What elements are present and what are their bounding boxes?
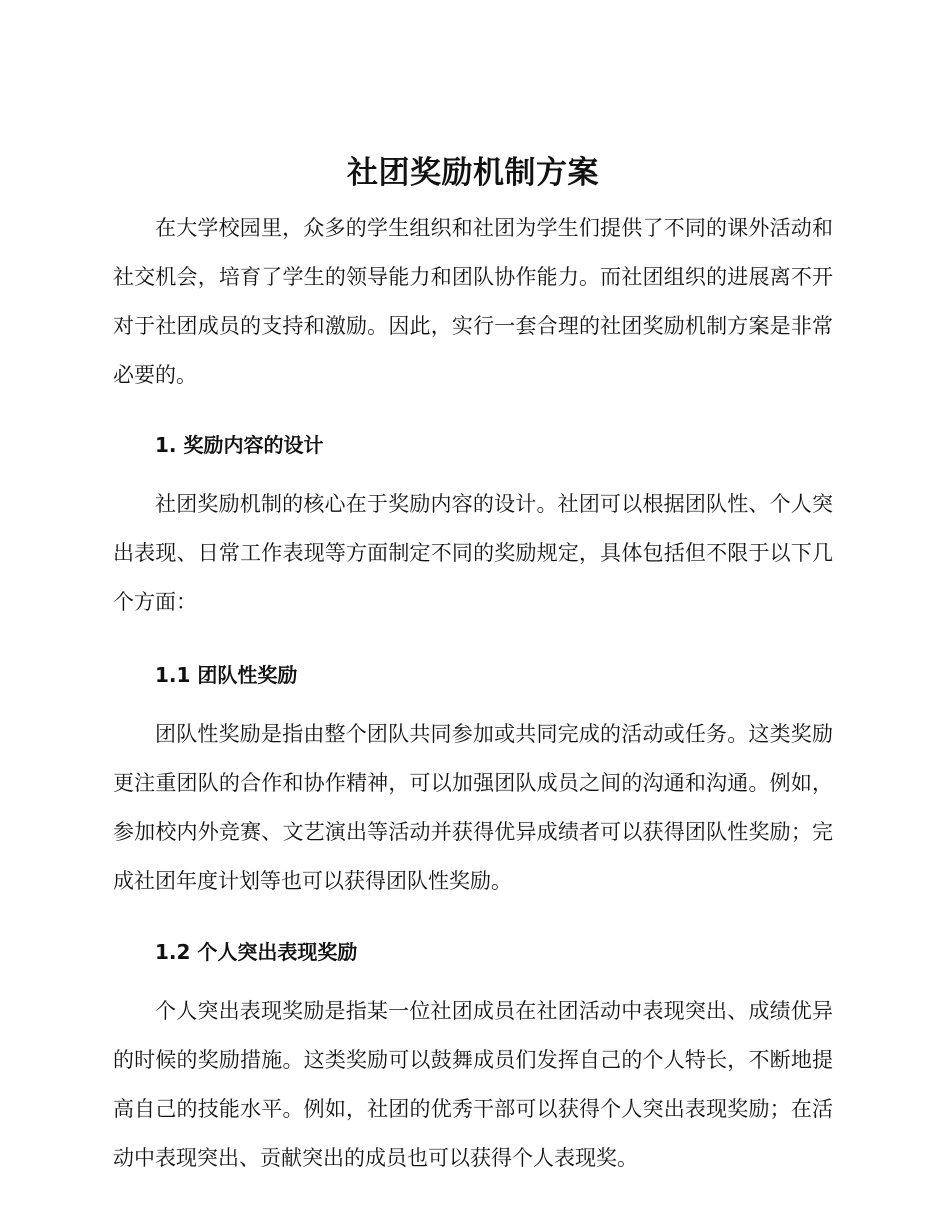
section-body-team-reward: 团队性奖励是指由整个团队共同参加或共同完成的活动或任务。这类奖励更注重团队的合作和协作精神，可以加强团队成员之间的沟通和沟通。例如，参加校内外竞赛、文艺演出等活动并获得优异成绩者可以获得团队性奖励；完成社团年度计划等也可以获得团队性奖励。	[113, 722, 833, 893]
intro-paragraph: 在大学校园里，众多的学生组织和社团为学生们提供了不同的课外活动和社交机会，培育了学生的领导能力和团队协作能力。而社团组织的进展离不开对于社团成员的支持和激励。因此，实行一套合理的社团奖励机制方案是非常必要的。	[113, 216, 833, 387]
section-heading-individual-reward: 1.2 个人突出表现奖励	[155, 940, 358, 964]
section-heading-team-reward: 1.1 团队性奖励	[155, 663, 298, 687]
section-heading-reward-design: 1. 奖励内容的设计	[155, 433, 324, 457]
document-page	[113, 150, 833, 1183]
section-body-reward-design: 社团奖励机制的核心在于奖励内容的设计。社团可以根据团队性、个人突出表现、日常工作表现等方面制定不同的奖励规定，具体包括但不限于以下几个方面：	[113, 492, 833, 614]
document-title: 社团奖励机制方案	[347, 155, 599, 191]
section-body-individual-reward: 个人突出表现奖励是指某一位社团成员在社团活动中表现突出、成绩优异的时候的奖励措施。这类奖励可以鼓舞成员们发挥自己的个人特长，不断地提高自己的技能水平。例如，社团的优秀干部可以获得个人突出表现奖励；在活动中表现突出、贡献突出的成员也可以获得个人表现奖。	[113, 999, 833, 1170]
